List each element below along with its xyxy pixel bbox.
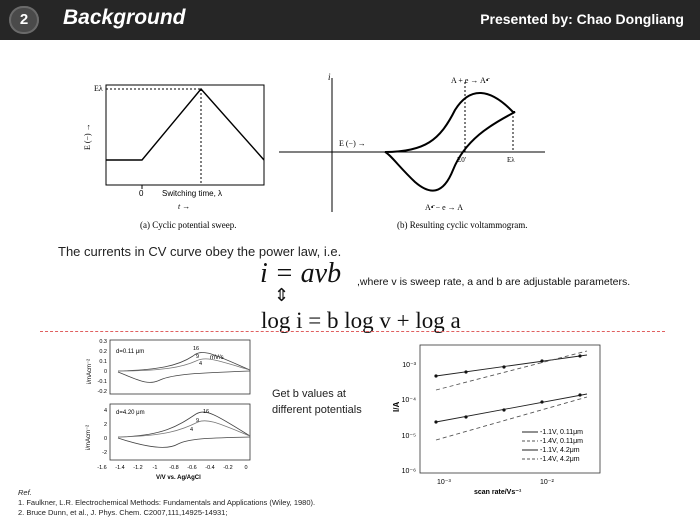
get-b-line-2: different potentials (272, 404, 362, 416)
reverse-reaction-label: A•̄ − e → A (425, 203, 463, 212)
figure-a-caption: (a) Cyclic potential sweep. (140, 220, 237, 230)
bottom-y-tick: 2 (103, 422, 107, 428)
time-arrow-label: t → (178, 202, 191, 211)
top-y-tick: 0 (103, 369, 107, 375)
bottom-y-tick: 0 (103, 436, 107, 442)
x-tick: -1.6 (97, 465, 107, 471)
bottom-rate-label: 9 (196, 418, 200, 424)
thickness-cv-figure (78, 336, 258, 482)
figure-b-caption: (b) Resulting cyclic voltammogram. (397, 220, 528, 230)
x-tick: -1 (152, 465, 158, 471)
x-tick: -1.4 (115, 465, 125, 471)
legend-entry: -1.1V, 0.11μm (540, 429, 583, 436)
series-line-2 (436, 351, 587, 390)
bottom-rate-label: 16 (203, 409, 210, 415)
x-tick: -1.2 (133, 465, 143, 471)
top-y-tick: 0.3 (99, 339, 107, 345)
slide-title: Background (63, 6, 186, 29)
loglog-legend (522, 429, 583, 463)
get-b-note (272, 386, 362, 418)
sweep-plot-frame (106, 85, 264, 185)
loglog-y-tick: 10⁻⁶ (401, 468, 416, 475)
log-equation: log i = b log v + log a (261, 308, 461, 333)
loglog-y-tick: 10⁻⁴ (401, 397, 416, 404)
top-rate-label: 4 (199, 361, 203, 367)
dashed-divider (40, 331, 665, 332)
marker (540, 400, 543, 403)
header-bar (0, 0, 700, 40)
legend-entry: -1.1V, 4.2μm (540, 447, 580, 454)
marker (502, 408, 505, 411)
loglog-y-label: I/A (392, 401, 401, 412)
power-law-equation (260, 258, 341, 290)
equation-1-note: ,where v is sweep rate, a and b are adjustable parameters. (357, 276, 631, 288)
bottom-rate-label: 4 (190, 427, 194, 433)
section-number-badge: 2 (9, 6, 39, 34)
bottom-panel-y-label: i/mAcm⁻² (86, 424, 92, 450)
loglog-y-tick: 10⁻³ (402, 362, 416, 369)
x-tick: -0.8 (169, 465, 179, 471)
x-tick: 0 (244, 465, 248, 471)
top-y-tick: 0.2 (99, 349, 107, 355)
marker (434, 420, 437, 423)
sweep-y-axis-label: E (−) → (83, 123, 92, 150)
voltammogram-figure (275, 70, 605, 235)
reference-item: 2. Bruce Dunn, et al., J. Phys. Chem. C2007,111,14925-14931; (18, 508, 228, 517)
bottom-y-tick: -2 (102, 450, 107, 456)
loglog-x-tick: 10⁻² (540, 479, 554, 486)
e-lambda-label: Eλ (94, 84, 103, 93)
bottom-cv-curve-9 (118, 421, 250, 437)
references-heading: Ref. (18, 488, 32, 497)
bottom-panel-thickness: d=4.20 μm (116, 410, 145, 416)
zero-label: 0 (139, 189, 144, 198)
bottom-panel-y-ticks (102, 408, 107, 456)
e0-label: E0' (457, 156, 467, 164)
series-markers (434, 354, 581, 423)
cv-loop-curve (385, 93, 515, 191)
marker (578, 393, 581, 396)
top-panel-thickness: d=0.11 μm (116, 349, 145, 355)
bottom-cv-curve-reverse (118, 437, 250, 447)
top-rate-unit: mV/s (210, 355, 224, 361)
power-law-statement: The currents in CV curve obey the power law, i.e. (58, 244, 342, 259)
marker (578, 354, 581, 357)
cv-e-lambda-label: Eλ (507, 156, 515, 164)
equation-1-text: i = avb (260, 258, 342, 289)
x-tick: -0.4 (205, 465, 215, 471)
top-panel-y-label: i/mAcm⁻² (87, 358, 93, 384)
top-y-tick: -0.1 (97, 379, 107, 385)
presenter-label: Presented by: Chao Dongliang (480, 11, 684, 27)
loglog-figure (382, 340, 612, 496)
sweep-waveform (106, 89, 264, 160)
cv-y-axis-label: i (328, 72, 331, 82)
small-cv-x-ticks (97, 465, 247, 471)
small-cv-x-label: V/V vs. Ag/AgCl (156, 475, 201, 481)
top-y-tick: -0.2 (97, 389, 107, 395)
top-cv-curve-16 (118, 352, 250, 371)
get-b-line-1: Get b values at (272, 388, 346, 400)
marker (502, 365, 505, 368)
marker (464, 415, 467, 418)
top-rate-label: 16 (193, 346, 200, 352)
bottom-y-tick: 4 (103, 408, 107, 414)
sweep-x-axis-label: Switching time, λ (162, 189, 223, 198)
marker (434, 374, 437, 377)
potential-sweep-figure (70, 75, 270, 235)
series-line-1 (436, 355, 587, 376)
marker (540, 359, 543, 362)
legend-entry: -1.4V, 0.11μm (540, 438, 583, 445)
x-tick: -0.2 (223, 465, 233, 471)
reference-item: 1. Faulkner, L.R. Electrochemical Methods: Fundamentals and Applications (Wiley, 1980). (18, 498, 316, 507)
loglog-y-tick: 10⁻⁵ (401, 433, 416, 440)
top-panel-y-ticks (98, 339, 107, 395)
series-line-3 (436, 394, 587, 422)
marker (464, 370, 467, 373)
references (18, 488, 315, 518)
loglog-x-label: scan rate/Vs⁻¹ (474, 489, 522, 496)
top-rate-label: 9 (196, 354, 200, 360)
loglog-x-tick: 10⁻³ (437, 479, 451, 486)
forward-reaction-label: A + e → A•̄ (451, 76, 489, 85)
loglog-y-ticks (402, 362, 417, 475)
x-tick: -0.6 (187, 465, 197, 471)
equivalence-arrow-icon: ⇕ (274, 285, 290, 305)
top-cv-curve-reverse (118, 371, 250, 382)
top-y-tick: 0.1 (99, 359, 107, 365)
legend-entry: -1.4V, 4.2μm (540, 456, 580, 463)
cv-x-axis-label: E (−) → (339, 139, 366, 148)
